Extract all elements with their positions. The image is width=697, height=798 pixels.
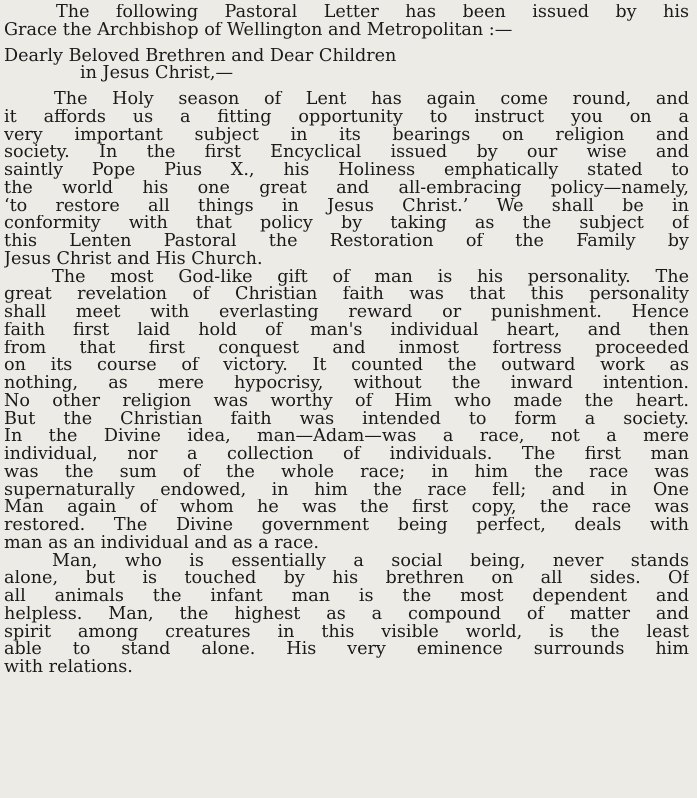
- paragraph-line: The most God-like gift of man is his personality. The: [52, 268, 689, 287]
- paragraph-line: society. In the first Encyclical issued by our wise and: [4, 144, 689, 162]
- salutation-block: [4, 48, 689, 84]
- paragraph-line: saintly Pope Pius X., his Holiness emphatically stated to: [4, 162, 689, 180]
- paragraph-line: on its course of victory. It counted the outward work as: [4, 357, 689, 375]
- paragraph-line: restored. The Divine government being perfect, deals with: [4, 517, 689, 535]
- paragraph-line: Man, who is essentially a social being, never stands: [52, 552, 689, 571]
- paragraph-line: this Lenten Pastoral the Restoration of the Family by: [4, 233, 689, 251]
- paragraph-line: all animals the infant man is the most dependent and: [4, 588, 689, 606]
- paragraph-line: great revelation of Christian faith was that this personality: [4, 286, 689, 304]
- intro-line: Grace the Archbishop of Wellington and Metropolitan :—: [4, 21, 513, 40]
- paragraph-line: shall meet with everlasting reward or punishment. Hence: [4, 304, 689, 322]
- paragraph-line: supernaturally endowed, in him the race fell; and in One: [4, 481, 689, 500]
- paragraph-line: No other religion was worthy of Him who made the heart.: [4, 392, 689, 411]
- paragraph-line: In the Divine idea, man—Adam—was a race, not a mere: [4, 428, 689, 446]
- paragraph-line: helpless. Man, the highest as a compound of matter and: [4, 605, 689, 624]
- paragraph-line: Jesus Christ and His Church.: [4, 250, 263, 269]
- paragraph-line: was the sum of the whole race; in him the race was: [4, 463, 689, 482]
- paragraph-line: with relations.: [4, 659, 133, 677]
- intro-line: The following Pastoral Letter has been issued by his: [56, 4, 689, 22]
- paragraph-line: faith first laid hold of man's individual heart, and then: [4, 321, 689, 340]
- paragraph-line: it affords us a fitting opportunity to instruct you on a: [4, 108, 689, 127]
- salutation-line: in Jesus Christ,—: [80, 65, 234, 83]
- paragraph: [4, 91, 689, 269]
- paragraph-line: the world his one great and all-embracing policy—namely,: [4, 179, 689, 198]
- paragraph-line: nothing, as mere hypocrisy, without the inward intention.: [4, 375, 689, 393]
- paragraph-line: Man again of whom he was the first copy, the race was: [4, 499, 689, 517]
- paragraph: [4, 553, 689, 677]
- paragraph-line: spirit among creatures in this visible world, is the least: [4, 623, 689, 642]
- paragraph-line: from that first conquest and inmost fortress proceeded: [4, 339, 689, 358]
- paragraph-line: But the Christian faith was intended to form a society.: [4, 410, 689, 429]
- paragraph-line: individual, nor a collection of individuals. The first man: [4, 446, 689, 464]
- paragraph-line: The Holy season of Lent has again come round, and: [54, 91, 689, 109]
- paragraph-line: ‘to restore all things in Jesus Christ.’ We shall be in: [4, 197, 689, 216]
- paragraph-line: man as an individual and as a race.: [4, 534, 319, 553]
- paragraph: [4, 269, 689, 553]
- intro-block: [4, 4, 689, 40]
- paragraph-line: alone, but is touched by his brethren on all sides. Of: [4, 570, 689, 588]
- paragraph-line: very important subject in its bearings on religion and: [4, 126, 689, 145]
- paragraph-line: conformity with that policy by taking as the subject of: [4, 215, 689, 233]
- paragraph-line: able to stand alone. His very eminence surrounds him: [4, 641, 689, 659]
- salutation-line: Dearly Beloved Brethren and Dear Children: [4, 47, 397, 66]
